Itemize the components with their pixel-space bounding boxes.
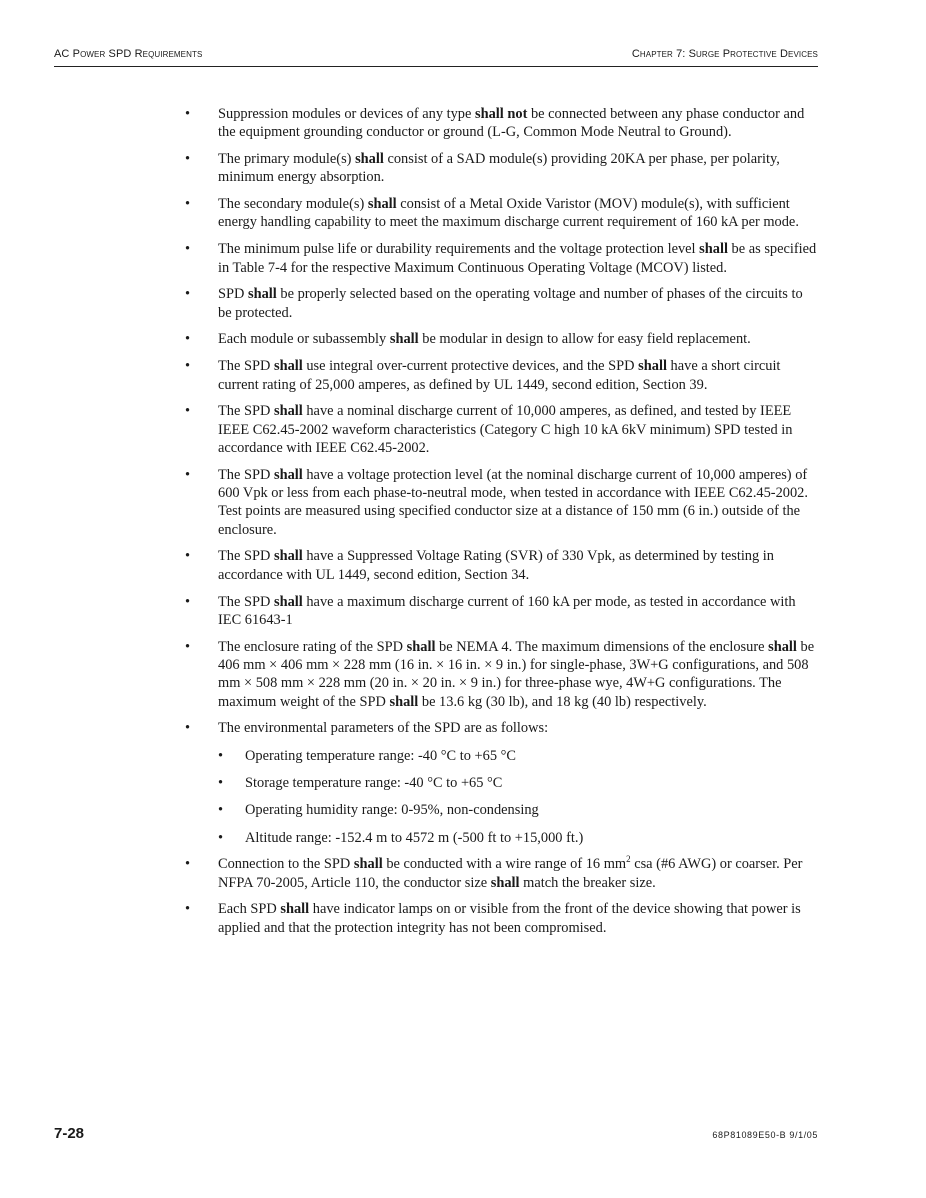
list-item: • Connection to the SPD shall be conducted with a wire range of 16 $mm^2$ csa (#6 AWG) or coarser. Per NFPA 70-2005, Article 110, the conductor size shall match the breaker size. [185, 855, 818, 892]
list-item: • Each SPD shall have indicator lamps on or visible from the front of the device showing that power is applied and that the protection integrity has not been compromised. [185, 900, 818, 937]
list-item: • The minimum pulse life or durability requirements and the voltage protection level shall be as specified in Table 7-4 for the respective Maximum Continuous Operating Voltage (MCOV) listed. [185, 240, 818, 277]
header-chapter-title: Chapter 7: Surge Protective Devices [631, 48, 818, 60]
list-item: • The SPD shall have a voltage protection level (at the nominal discharge current of 10,000 amperes) of 600 Vpk or less from each phase-to-neutral mode, when tested in accordance with IEEE C62.45-2002. Test points are measured using specified conductor size at a distance of 150 mm (6 in.) outside of the enclosure. [185, 466, 818, 539]
list-item: • SPD shall be properly selected based on the operating voltage and number of phases of the circuits to be protected. [185, 285, 818, 322]
page-number: 7-28 [54, 1125, 85, 1142]
list-item: • The environmental parameters of the SPD are as follows: • Operating temperature range: -40 °C to +65 °C • Storage temperature range: -40 °C to +65 °C • Operating humidity range: 0-95%, non-condensing • Altitude range: -152.4 m to 4572 m (-500 ft to +15,000 ft.) [185, 719, 818, 846]
requirements-list [185, 105, 818, 937]
list-item: • Each module or subassembly shall be modular in design to allow for easy field replacement. [185, 330, 818, 348]
list-item: • Suppression modules or devices of any type shall not be connected between any phase conductor and the equipment grounding conductor or ground (L-G, Common Mode Neutral to Ground). [185, 105, 818, 142]
list-item: • The SPD shall have a maximum discharge current of 160 kA per mode, as tested in accordance with IEC 61643-1 [185, 593, 818, 630]
header-section-title: AC Power SPD Requirements [54, 48, 203, 60]
environmental-parameters-list [218, 747, 818, 847]
document-id: 68P81089E50-B 9/1/05 [712, 1130, 818, 1140]
sub-list-item: • Operating humidity range: 0-95%, non-condensing [218, 801, 818, 819]
sub-list-item: • Operating temperature range: -40 °C to +65 °C [218, 747, 818, 765]
list-item: • The SPD shall have a Suppressed Voltage Rating (SVR) of 330 Vpk, as determined by testing in accordance with UL 1449, second edition, Section 34. [185, 547, 818, 584]
list-item: • The primary module(s) shall consist of a SAD module(s) providing 20KA per phase, per polarity, minimum energy absorption. [185, 150, 818, 187]
list-item: • The enclosure rating of the SPD shall be NEMA 4. The maximum dimensions of the enclosure shall be 406 mm × 406 mm × 228 mm (16 in. × 16 in. × 9 in.) for single-phase, 3W+G configurations, and 508 mm × 508 mm × 228 mm (20 in. × 20 in. × 9 in.) for three-phase wye, 4W+G configurations. The maximum weight of the SPD shall be 13.6 kg (30 lb), and 18 kg (40 lb) respectively. [185, 638, 818, 711]
list-item: • The SPD shall have a nominal discharge current of 10,000 amperes, as defined, and tested by IEEE IEEE C62.45-2002 waveform characteristics (Category C high 10 kA 6kV minimum) SPD tested in accordance with IEEE C62.45-2002. [185, 402, 818, 457]
sub-list-item: • Storage temperature range: -40 °C to +65 °C [218, 774, 818, 792]
sub-list-item: • Altitude range: -152.4 m to 4572 m (-500 ft to +15,000 ft.) [218, 829, 818, 847]
list-item: • The SPD shall use integral over-current protective devices, and the SPD shall have a short circuit current rating of 25,000 amperes, as defined by UL 1449, second edition, Section 39. [185, 357, 818, 394]
list-item: • The secondary module(s) shall consist of a Metal Oxide Varistor (MOV) module(s), with sufficient energy handling capability to meet the maximum discharge current requirement of 160 kA per mode. [185, 195, 818, 232]
document-body [185, 105, 818, 945]
page-header [54, 48, 818, 67]
